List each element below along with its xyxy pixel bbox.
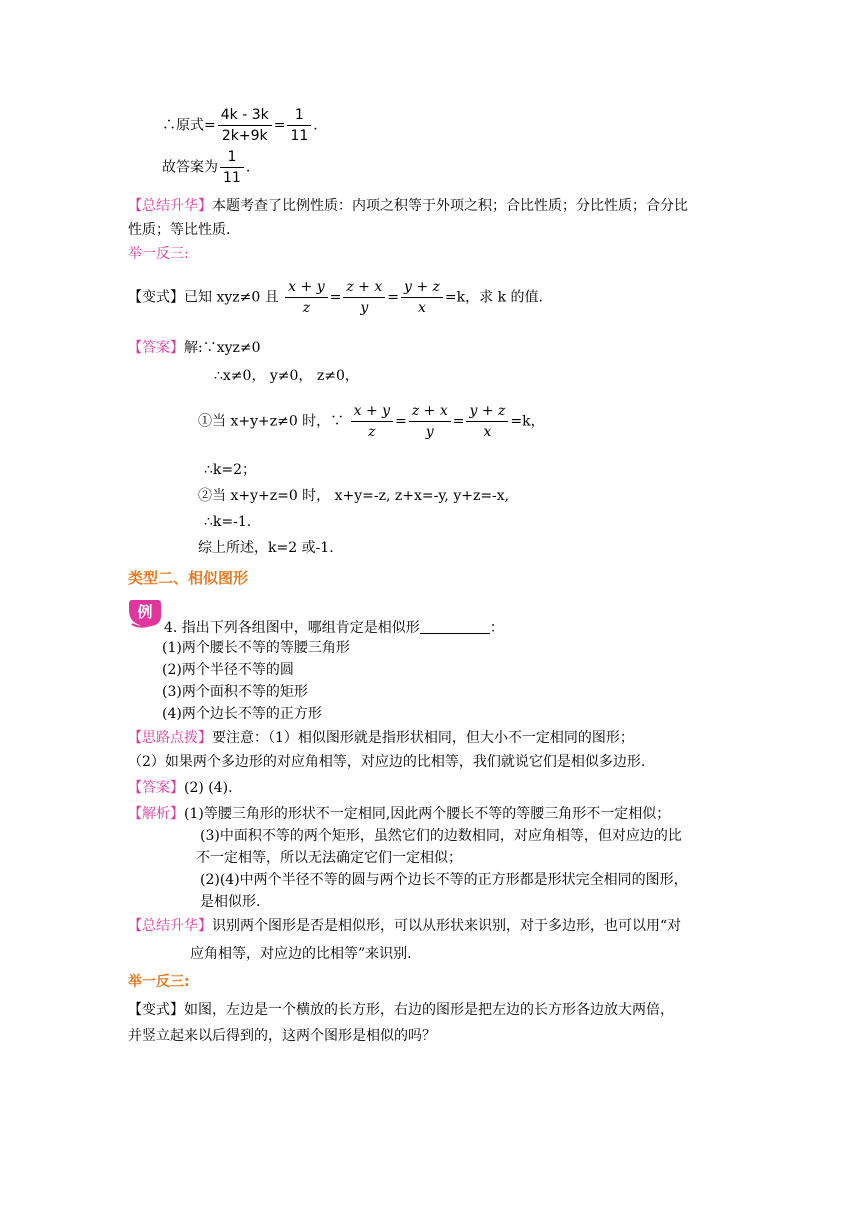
summary-2: 【总结升华】识别两个图形是否是相似形，可以从形状来识别，对于多边形，也可以用“对 [128, 918, 682, 934]
svg-text:例: 例 [137, 603, 153, 621]
answer-1-case-2: ②当 x+y+z=0 时， x+y=-z, z+x=-y, y+z=-x, [198, 488, 510, 504]
answer-1-k2: ∴k=2； [204, 462, 257, 478]
explanation-line-5: 是相似形. [200, 894, 261, 910]
explanation: 【解析】(1)等腰三角形的形状不一定相同,因此两个腰长不等的等腰三角形不一定相似； [128, 806, 671, 822]
fraction: $\frac{z + x}{y}$ [409, 402, 451, 441]
answer-blank [420, 619, 490, 634]
answer-1: 【答案】解:∵xyz≠0 [128, 340, 261, 356]
fraction: $\frac{x + y}{z}$ [351, 402, 393, 441]
answer-1-k-neg1: ∴k=-1. [204, 514, 252, 530]
variant-2: 【变式】如图，左边是一个横放的长方形，右边的图形是把左边的长方形各边放大两倍， [128, 1002, 674, 1018]
fraction: $\frac{y + z}{x}$ [401, 278, 443, 317]
answer-1-case-1: ①当 x+y+z≠0 时，∵ $\frac{x + y}{z}$ = $\frac{z + x}{y}$ = $\frac{y + z}{x}$ =k， [198, 403, 545, 440]
fraction: $\frac{x + y}{z}$ [285, 278, 327, 317]
question-4-item-4: (4)两个边长不等的正方形 [162, 706, 322, 722]
question-4-item-1: (1)两个腰长不等的等腰三角形 [162, 640, 350, 656]
thinking-tip: 【思路点拨】要注意：（1）相似图形就是指形状相同，但大小不一定相同的图形； [128, 730, 634, 746]
fraction: $\frac{1}{11}$ [287, 106, 311, 145]
variant-1: 【变式】已知 xyz≠0 且 $\frac{x + y}{z}$ = $\frac{z + x}{y}$ = $\frac{y + z}{x}$ =k，求 k 的值. [128, 279, 543, 316]
answer-1-line-2: ∴x≠0， y≠0， z≠0， [214, 368, 359, 384]
explanation-line-3: 不一定相等，所以无法确定它们一定相似； [196, 850, 462, 866]
question-4-item-2: (2)两个半径不等的圆 [162, 662, 294, 678]
line-original-expression: ∴原式= $\frac{4k - 3k}{2k+9k}$ = $\frac{1}{11}$ . [162, 107, 318, 144]
practice-heading-2: 举一反三: [128, 974, 190, 990]
question-4: 4. 指出下列各组图中，哪组肯定是相似形 ： [164, 620, 504, 636]
section-heading-2: 类型二、相似图形 [128, 569, 249, 587]
line-answer-is: 故答案为 $\frac{1}{11}$ . [162, 149, 251, 186]
question-4-item-3: (3)两个面积不等的矩形 [162, 684, 308, 700]
variant-2-cont: 并竖立起来以后得到的，这两个图形是相似的吗？ [128, 1028, 436, 1044]
fraction: $\frac{z + x}{y}$ [343, 278, 385, 317]
answer-4: 【答案】(2) (4). [128, 780, 233, 796]
summary-2-cont: 应角相等，对应边的比相等”来识别. [190, 946, 412, 962]
fraction: $\frac{y + z}{x}$ [466, 402, 508, 441]
practice-heading-1: 举一反三: [128, 246, 189, 262]
explanation-line-2: (3)中面积不等的两个矩形，虽然它们的边数相同，对应角相等，但对应边的比 [200, 828, 682, 844]
thinking-tip-cont: （2）如果两个多边形的对应角相等，对应边的比相等，我们就说它们是相似多边形. [128, 754, 646, 770]
example-badge-icon [128, 598, 162, 628]
fraction: $\frac{1}{11}$ [220, 148, 244, 187]
fraction: $\frac{4k - 3k}{2k+9k}$ [218, 106, 272, 145]
explanation-line-4: (2)(4)中两个半径不等的圆与两个边长不等的正方形都是形状完全相同的图形， [200, 872, 688, 888]
summary-1-cont: 性质；等比性质. [128, 222, 231, 238]
summary-1: 【总结升华】本题考查了比例性质：内项之积等于外项之积；合比性质；分比性质；合分比 [128, 198, 688, 214]
answer-1-conclusion: 综上所述，k=2 或-1. [198, 540, 334, 556]
